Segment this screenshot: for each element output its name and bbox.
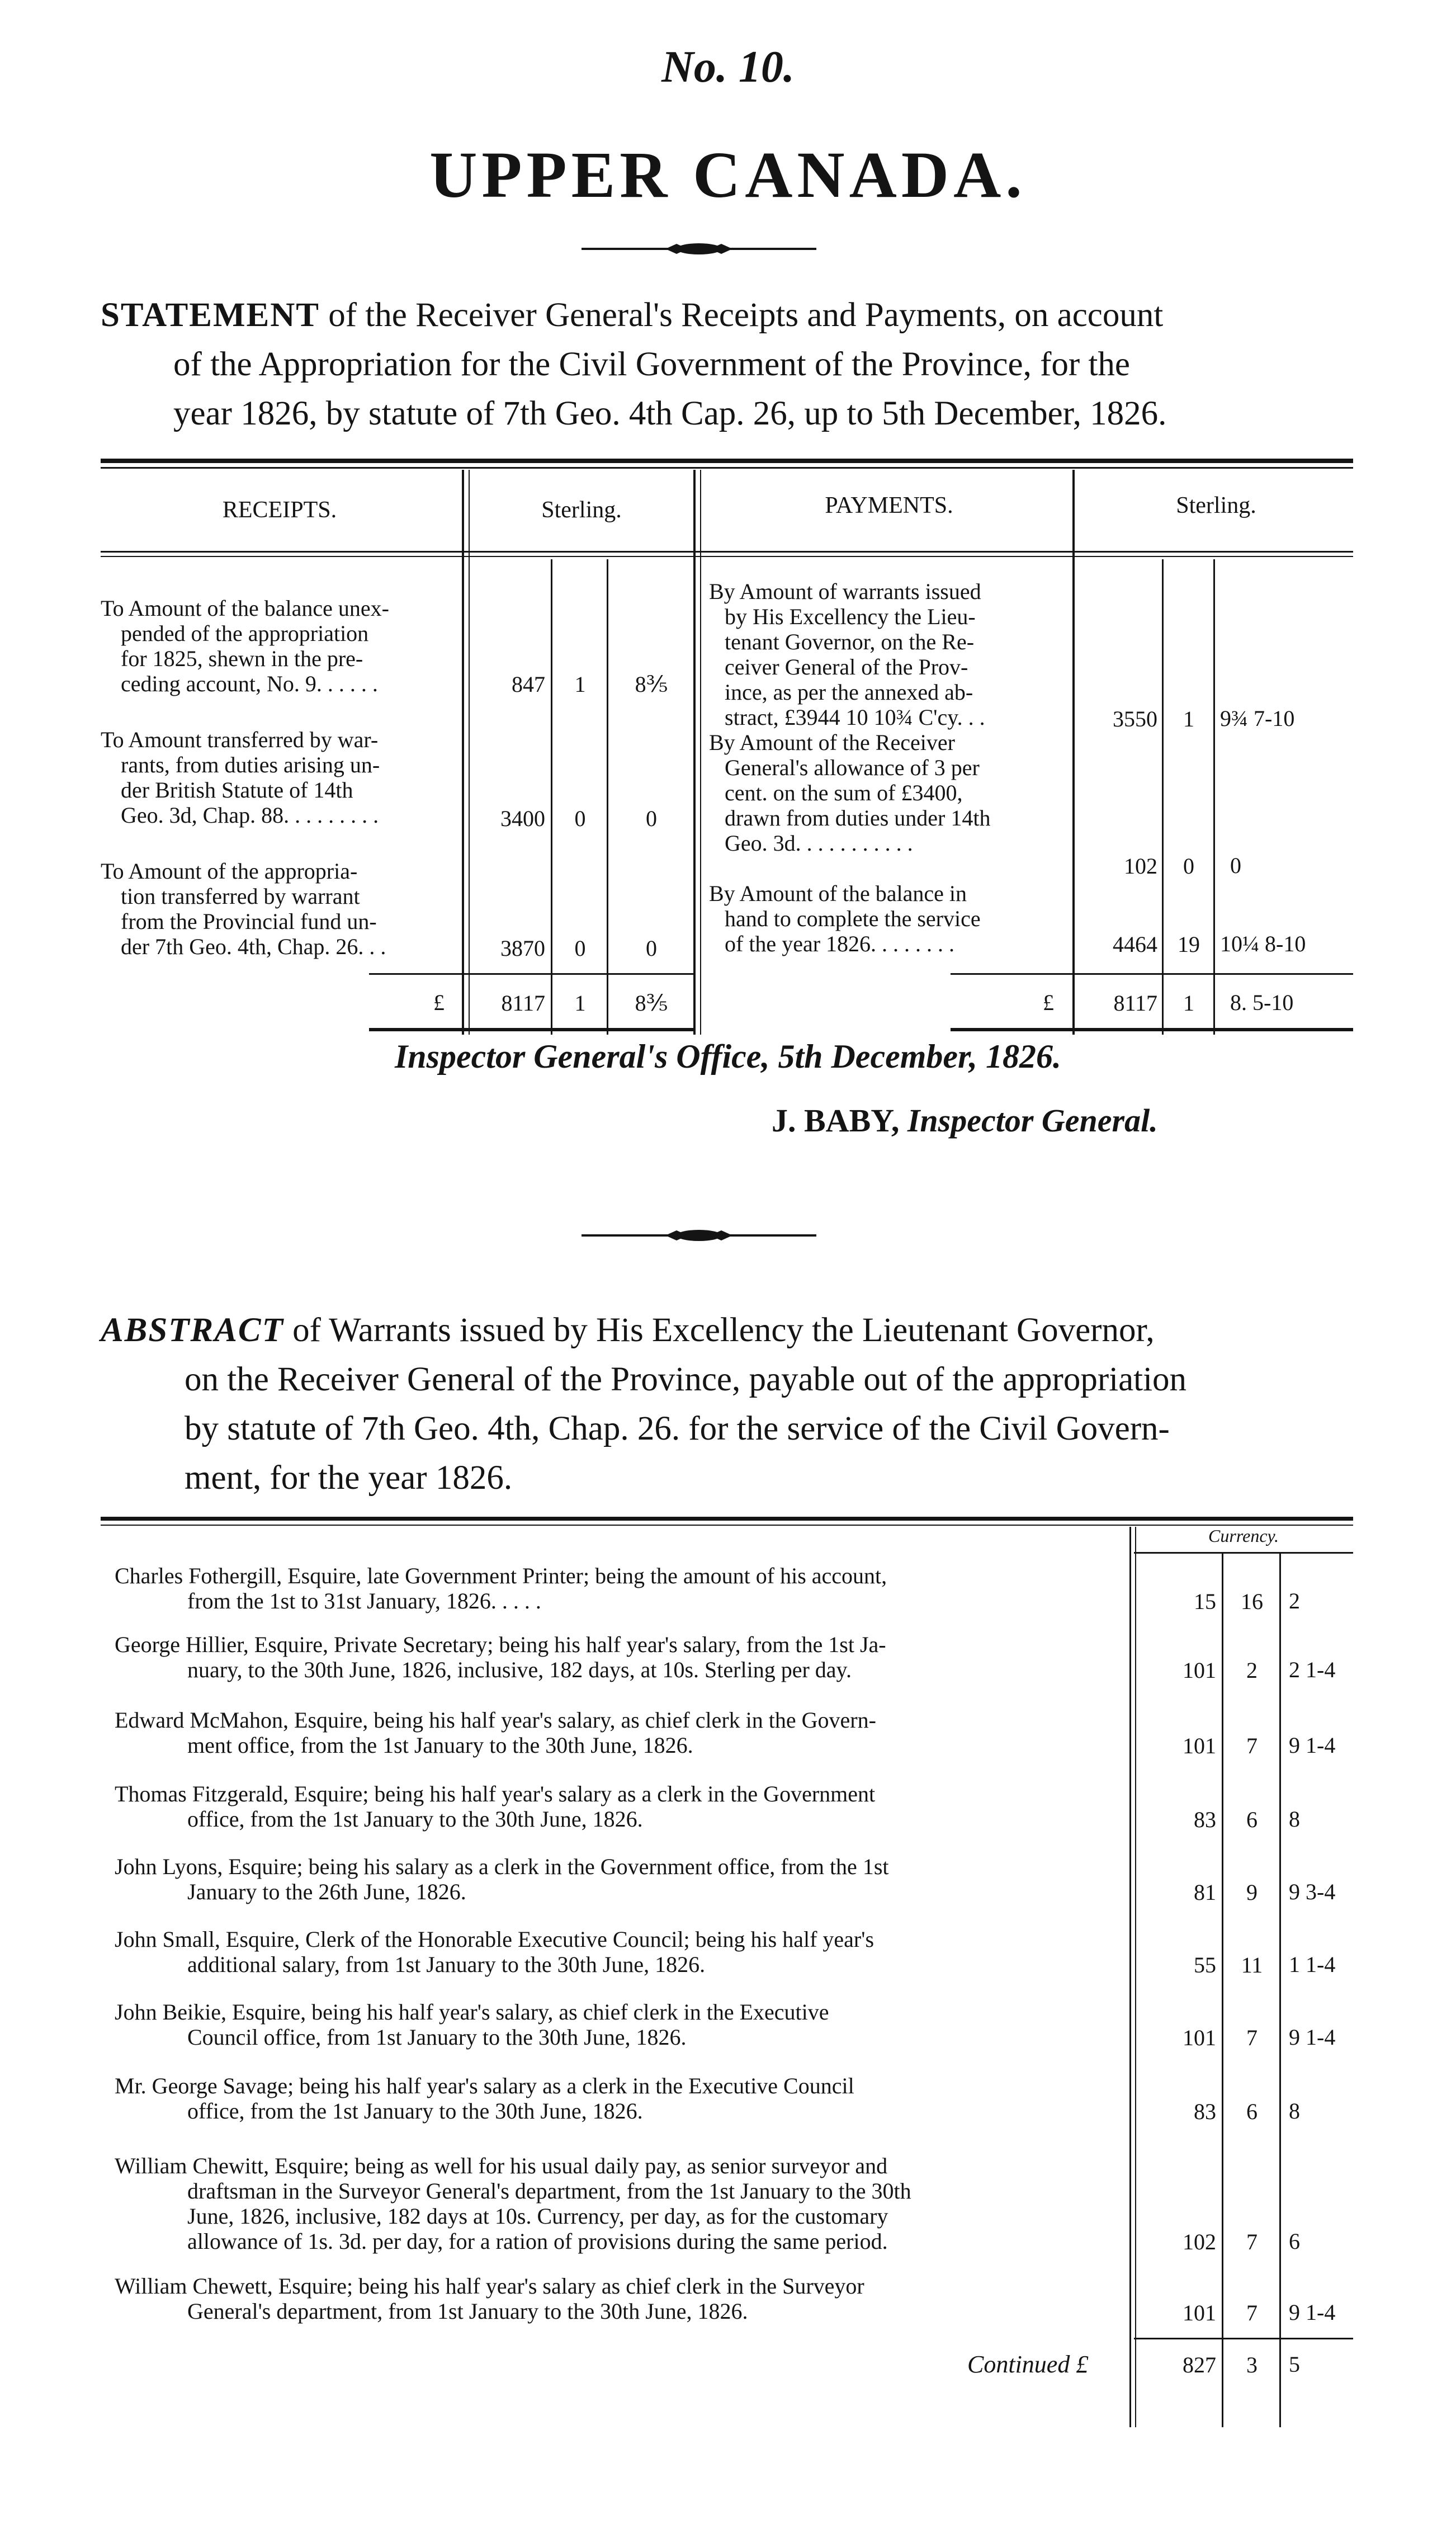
statement-heading [101, 291, 1353, 438]
page-title: UPPER CANADA. [429, 138, 1027, 211]
entry-pounds: 15 [1194, 1589, 1216, 1614]
currency-header-rule [1134, 1552, 1353, 1554]
col-divider [469, 470, 470, 1035]
abstract-entry: John Small, Esquire, Clerk of the Honorable Executive Council; being his half year's additional salary, from 1st January to the 30th June, 1826. [115, 1927, 874, 1977]
receipt-pence: 0 [646, 806, 657, 831]
entry-pence: 9 1-4 [1289, 2300, 1336, 2325]
document-number: No. 10. [661, 43, 795, 92]
entry-pence: 8 [1289, 2098, 1300, 2124]
payment-pence: 0 [1230, 853, 1241, 878]
statement-lead: STATEMENT [101, 296, 320, 334]
entry-pounds: 55 [1194, 1952, 1216, 1978]
col-divider [1279, 1554, 1281, 2427]
receipt-shillings: 0 [574, 806, 586, 831]
abstract-line-2: on the Receiver General of the Province, payable out of the appropriation [185, 1361, 1187, 1398]
abstract-total-pence: 5 [1289, 2352, 1300, 2377]
payment-item: By Amount of warrants issued by His Excellency the Lieu- tenant Governor, on the Re- ceiver General of the Prov- ince, as per the annexed ab- stract, £3944 10 10¾ C'cy. . . [709, 579, 985, 730]
payments-header: PAYMENTS. [825, 493, 953, 518]
abstract-entry: Charles Fothergill, Esquire, late Government Printer; being the amount of his account, from the 1st to 31st January, 1826. . . . . [115, 1563, 887, 1613]
receipt-shillings: 1 [574, 672, 586, 697]
receipts-total-pence: 8⅗ [635, 990, 668, 1016]
payment-pounds: 3550 [1113, 706, 1157, 732]
payments-total-underline [951, 1028, 1353, 1031]
col-divider [1072, 470, 1075, 1035]
signature-office-line: Inspector General's Office, 5th December, 1826. [394, 1038, 1062, 1075]
currency-header: Currency. [1208, 1526, 1279, 1546]
entry-pence: 1 1-4 [1289, 1952, 1336, 1977]
receipt-pounds: 847 [512, 672, 545, 697]
entry-shillings: 9 [1246, 1880, 1258, 1905]
entry-pence: 9 1-4 [1289, 1733, 1336, 1758]
col-divider [1213, 559, 1215, 1035]
payment-item: By Amount of the Receiver General's allowance of 3 per cent. on the sum of £3400, drawn from duties under 14th Geo. 3d. . . . . . . . . . . [709, 730, 991, 856]
payments-sterling-header: Sterling. [1176, 493, 1256, 518]
payment-pounds: 4464 [1113, 932, 1157, 957]
payment-pence: 10¼ 8-10 [1220, 931, 1306, 956]
rule-header-bottom-b [101, 556, 1353, 557]
abstract-entry: John Lyons, Esquire; being his salary as a clerk in the Government office, from the 1st January to the 26th June, 1826. [115, 1854, 889, 1904]
abstract-entry: Mr. George Savage; being his half year's salary as a clerk in the Executive Council office, from the 1st January to the 30th June, 1826. [115, 2073, 854, 2124]
rule-double-top-b [101, 467, 1353, 469]
entry-pence: 6 [1289, 2229, 1300, 2254]
receipts-sterling-header: Sterling. [541, 497, 622, 523]
col-divider [1129, 1527, 1131, 2427]
entry-shillings: 2 [1246, 1658, 1258, 1683]
receipt-shillings: 0 [574, 936, 586, 961]
statement-line-2: of the Appropriation for the Civil Government of the Province, for the [173, 346, 1130, 383]
abstract-line-3: by statute of 7th Geo. 4th, Chap. 26. for the service of the Civil Govern- [185, 1410, 1170, 1447]
entry-shillings: 6 [1246, 1807, 1258, 1832]
col-divider [1135, 1527, 1136, 2427]
payment-pounds: 102 [1124, 853, 1157, 879]
entry-pounds: 83 [1194, 2099, 1216, 2124]
abstract-total-rule [1134, 2338, 1353, 2339]
payment-shillings: 1 [1183, 706, 1194, 732]
receipts-total-pounds: 8117 [501, 990, 545, 1016]
receipts-total-symbol: £ [433, 990, 445, 1015]
entry-pounds: 101 [1183, 1658, 1216, 1683]
entry-shillings: 16 [1241, 1589, 1263, 1614]
rule-header-bottom-a [101, 551, 1353, 553]
payments-total-pence: 8. 5-10 [1230, 990, 1294, 1015]
entry-pence: 2 1-4 [1289, 1657, 1336, 1682]
receipt-pounds: 3400 [500, 806, 545, 831]
receipt-item: To Amount of the appropria- tion transferred by warrant from the Provincial fund un- der 7th Geo. 4th, Chap. 26. . . [101, 858, 386, 959]
receipt-pence: 0 [646, 936, 657, 961]
entry-pounds: 102 [1183, 2229, 1216, 2254]
payment-shillings: 0 [1183, 853, 1194, 879]
entry-pounds: 101 [1183, 1733, 1216, 1758]
ornament-divider-middle [582, 1226, 816, 1245]
payments-total-pounds: 8117 [1113, 990, 1157, 1016]
receipt-item: To Amount of the balance unex- pended of the appropriation for 1825, shewn in the pre- ceding account, No. 9. . . . . . [101, 596, 389, 696]
entry-shillings: 11 [1241, 1952, 1263, 1978]
receipt-pence: 8⅗ [635, 672, 668, 697]
entry-pounds: 101 [1183, 2300, 1216, 2325]
abstract-entry: William Chewitt, Esquire; being as well for his usual daily pay, as senior surveyor and draftsman in the Surveyor General's department, from the 1st January to the 30th June, 1826, inclusive, 182 days at 10s. Currency, per day, as for the customary allowance of 1s. 3d. per day, for a ration of provisions during the same period. [115, 2153, 911, 2254]
entry-pounds: 101 [1183, 2025, 1216, 2050]
col-divider [462, 470, 464, 1035]
col-divider [1222, 1554, 1223, 2427]
entry-pence: 2 [1289, 1588, 1300, 1613]
abstract-entry: William Chewett, Esquire; being his half year's salary as chief clerk in the Surveyor General's department, from 1st January to the 30th June, 1826. [115, 2273, 864, 2324]
receipts-total-underline [369, 1028, 693, 1031]
receipts-total-rule [369, 973, 693, 975]
abstract-line-1: of Warrants issued by His Excellency the Lieutenant Governor, [292, 1311, 1155, 1349]
col-divider [700, 470, 701, 1035]
entry-shillings: 7 [1246, 1733, 1258, 1758]
signature-name: J. BABY, [772, 1102, 900, 1139]
rule-double-top-a [101, 459, 1353, 463]
abstract-line-4: ment, for the year 1826. [185, 1459, 513, 1497]
payment-pence: 9¾ 7-10 [1220, 706, 1295, 731]
abstract-entry: Edward McMahon, Esquire, being his half year's salary, as chief clerk in the Govern- ment office, from the 1st January to the 30th June, 1826. [115, 1707, 876, 1758]
payments-total-shillings: 1 [1183, 990, 1194, 1016]
abstract-heading [101, 1306, 1353, 1503]
receipts-header: RECEIPTS. [222, 497, 337, 523]
entry-shillings: 7 [1246, 2229, 1258, 2254]
col-divider [693, 470, 696, 1035]
abstract-rule-a [101, 1517, 1353, 1521]
abstract-entry: George Hillier, Esquire, Private Secretary; being his half year's salary, from the 1st Ja- nuary, to the 30th June, 1826, inclusive, 182 days, at 10s. Sterling per day. [115, 1632, 886, 1682]
entry-shillings: 7 [1246, 2025, 1258, 2050]
continued-label: Continued £ [967, 2351, 1089, 2378]
abstract-total-pounds: 827 [1183, 2352, 1216, 2377]
col-divider [1162, 559, 1164, 1035]
abstract-entry: John Beikie, Esquire, being his half year's salary, as chief clerk in the Executive Council office, from 1st January to the 30th June, 1826. [115, 1999, 829, 2050]
receipt-item: To Amount transferred by war- rants, from duties arising un- der British Statute of 14th Geo. 3d, Chap. 88. . . . . . . . . [101, 727, 380, 828]
abstract-entry: Thomas Fitzgerald, Esquire; being his half year's salary as a clerk in the Government office, from the 1st January to the 30th June, 1826. [115, 1781, 876, 1832]
entry-pounds: 83 [1194, 1807, 1216, 1832]
receipt-pounds: 3870 [500, 936, 545, 961]
receipts-total-shillings: 1 [574, 990, 586, 1016]
payments-total-symbol: £ [1043, 990, 1054, 1015]
col-divider [607, 559, 608, 1035]
entry-shillings: 7 [1246, 2300, 1258, 2325]
payment-shillings: 19 [1178, 932, 1200, 957]
col-divider [551, 559, 552, 1035]
statement-line-1: of the Receiver General's Receipts and Payments, on account [328, 296, 1164, 334]
entry-pounds: 81 [1194, 1880, 1216, 1905]
signature-block [772, 1102, 1158, 1139]
entry-pence: 9 1-4 [1289, 2025, 1336, 2050]
payment-item: By Amount of the balance in hand to complete the service of the year 1826. . . . . . . . [709, 881, 981, 956]
entry-shillings: 6 [1246, 2099, 1258, 2124]
ornament-divider-top [582, 239, 816, 258]
entry-pence: 9 3-4 [1289, 1879, 1336, 1904]
abstract-total-shillings: 3 [1246, 2352, 1258, 2377]
statement-line-3: year 1826, by statute of 7th Geo. 4th Cap. 26, up to 5th December, 1826. [173, 395, 1167, 432]
payments-total-rule [951, 973, 1353, 975]
signature-title: Inspector General. [907, 1102, 1158, 1139]
entry-pence: 8 [1289, 1806, 1300, 1832]
abstract-lead: ABSTRACT [101, 1311, 284, 1349]
